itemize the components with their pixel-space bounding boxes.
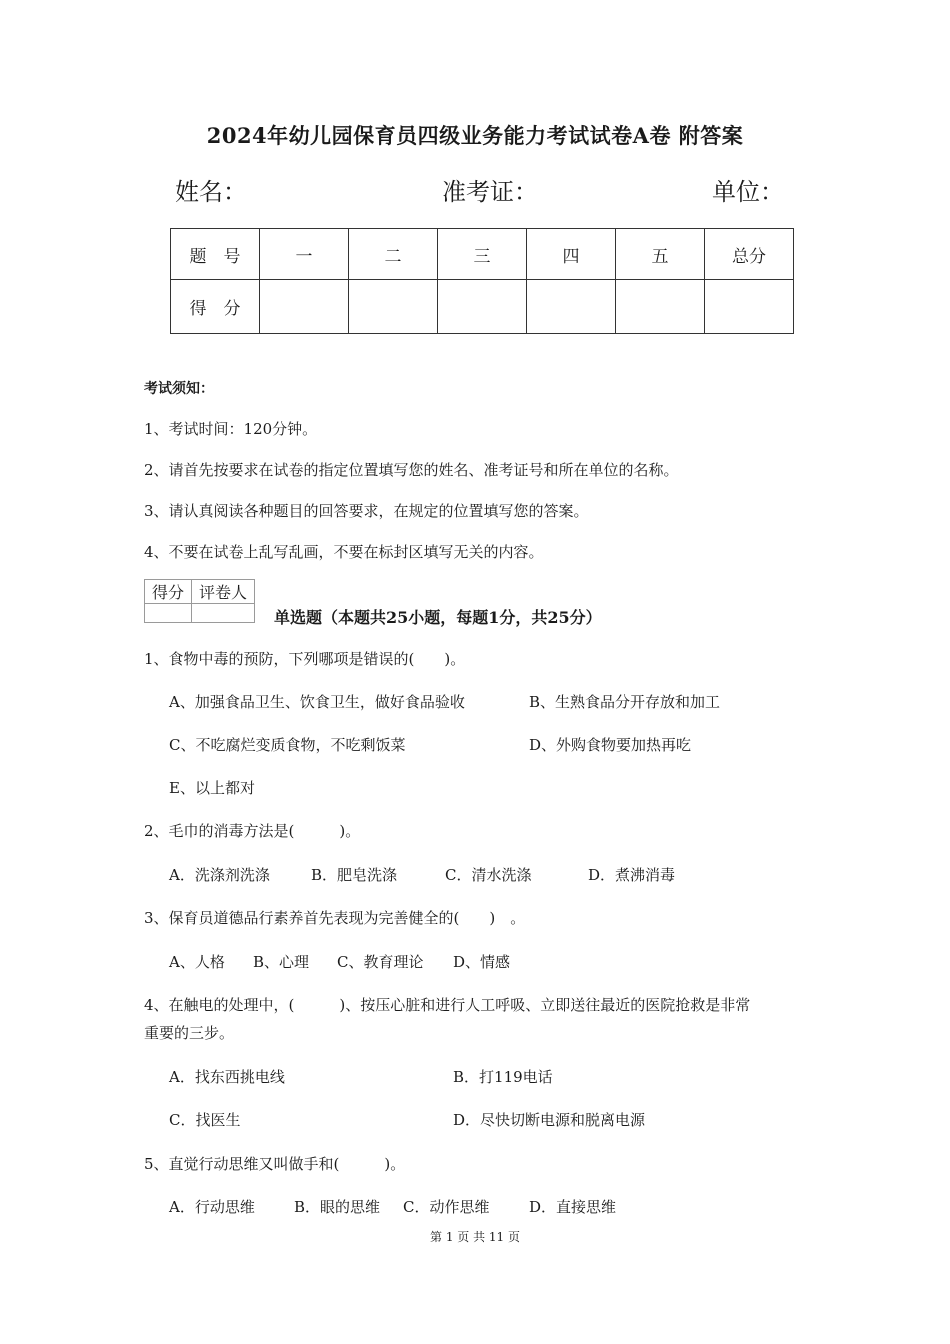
- score-cell[interactable]: [527, 280, 616, 334]
- score-cell[interactable]: [705, 280, 794, 334]
- score-cell[interactable]: [260, 280, 349, 334]
- notice-item: 3、请认真阅读各种题目的回答要求，在规定的位置填写您的答案。: [144, 502, 589, 520]
- score-row-label: 得 分: [171, 280, 260, 334]
- question-option: B．肥皂洗涤: [311, 866, 398, 884]
- question-option: C．清水洗涤: [445, 866, 532, 884]
- question-stem-continued: 重要的三步。: [144, 1024, 235, 1042]
- grader-name-cell[interactable]: [192, 604, 255, 623]
- question-stem: 2、毛巾的消毒方法是( )。: [144, 822, 361, 840]
- score-table-header: 二: [349, 229, 438, 280]
- question-option: D．尽快切断电源和脱离电源: [453, 1111, 646, 1129]
- question-option: C．找医生: [169, 1111, 241, 1129]
- question-stem: 4、在触电的处理中，( )、按压心脏和进行人工呼吸、立即送往最近的医院抢救是非常: [144, 996, 751, 1014]
- score-table-header: 一: [260, 229, 349, 280]
- page-footer: 第 1 页 共 11 页: [430, 1230, 520, 1244]
- question-stem: 1、食物中毒的预防，下列哪项是错误的( )。: [144, 650, 466, 668]
- score-cell[interactable]: [349, 280, 438, 334]
- question-option: A、人格: [169, 953, 225, 971]
- score-table-header: 四: [527, 229, 616, 280]
- question-option: E、以上都对: [169, 779, 255, 797]
- exam-id-field-label: 准考证：: [442, 178, 538, 206]
- question-option: D．煮沸消毒: [588, 866, 676, 884]
- notice-item: 2、请首先按要求在试卷的指定位置填写您的姓名、准考证号和所在单位的名称。: [144, 461, 679, 479]
- page-title: 2024年幼儿园保育员四级业务能力考试试卷A卷 附答案: [206, 123, 744, 148]
- section-title: 单选题（本题共25小题，每题1分，共25分）: [274, 608, 602, 627]
- question-option: B、心理: [253, 953, 310, 971]
- question-option: C、教育理论: [337, 953, 424, 971]
- notice-heading: 考试须知：: [144, 381, 214, 397]
- score-table-header: 三: [438, 229, 527, 280]
- question-stem: 5、直觉行动思维又叫做手和( )。: [144, 1155, 406, 1173]
- score-table-header: 五: [616, 229, 705, 280]
- question-option: B、生熟食品分开存放和加工: [529, 693, 721, 711]
- question-option: B．眼的思维: [294, 1198, 381, 1216]
- question-stem: 3、保育员道德品行素养首先表现为完善健全的( ) 。: [144, 909, 526, 927]
- score-cell[interactable]: [438, 280, 527, 334]
- notice-item: 1、考试时间：120分钟。: [144, 420, 318, 438]
- question-option: D、外购食物要加热再吃: [529, 736, 692, 754]
- question-option: A．找东西挑电线: [169, 1068, 285, 1086]
- question-option: A．洗涤剂洗涤: [169, 866, 270, 884]
- unit-field-label: 单位：: [712, 178, 784, 206]
- question-option: C、不吃腐烂变质食物，不吃剩饭菜: [169, 736, 406, 754]
- question-option: D．直接思维: [529, 1198, 617, 1216]
- grader-box: [144, 579, 255, 623]
- question-option: B．打119电话: [453, 1068, 553, 1086]
- grader-score-cell[interactable]: [145, 604, 192, 623]
- grader-score-label: 得分: [145, 580, 192, 604]
- score-table-header: 总分: [705, 229, 794, 280]
- score-table-header: 题 号: [171, 229, 260, 280]
- question-option: D、情感: [453, 953, 511, 971]
- grader-name-label: 评卷人: [192, 580, 255, 604]
- question-option: A．行动思维: [169, 1198, 255, 1216]
- notice-item: 4、不要在试卷上乱写乱画，不要在标封区填写无关的内容。: [144, 543, 544, 561]
- question-option: C．动作思维: [403, 1198, 490, 1216]
- name-field-label: 姓名：: [175, 178, 247, 206]
- question-option: A、加强食品卫生、饮食卫生，做好食品验收: [169, 693, 465, 711]
- score-table: [170, 228, 794, 334]
- score-cell[interactable]: [616, 280, 705, 334]
